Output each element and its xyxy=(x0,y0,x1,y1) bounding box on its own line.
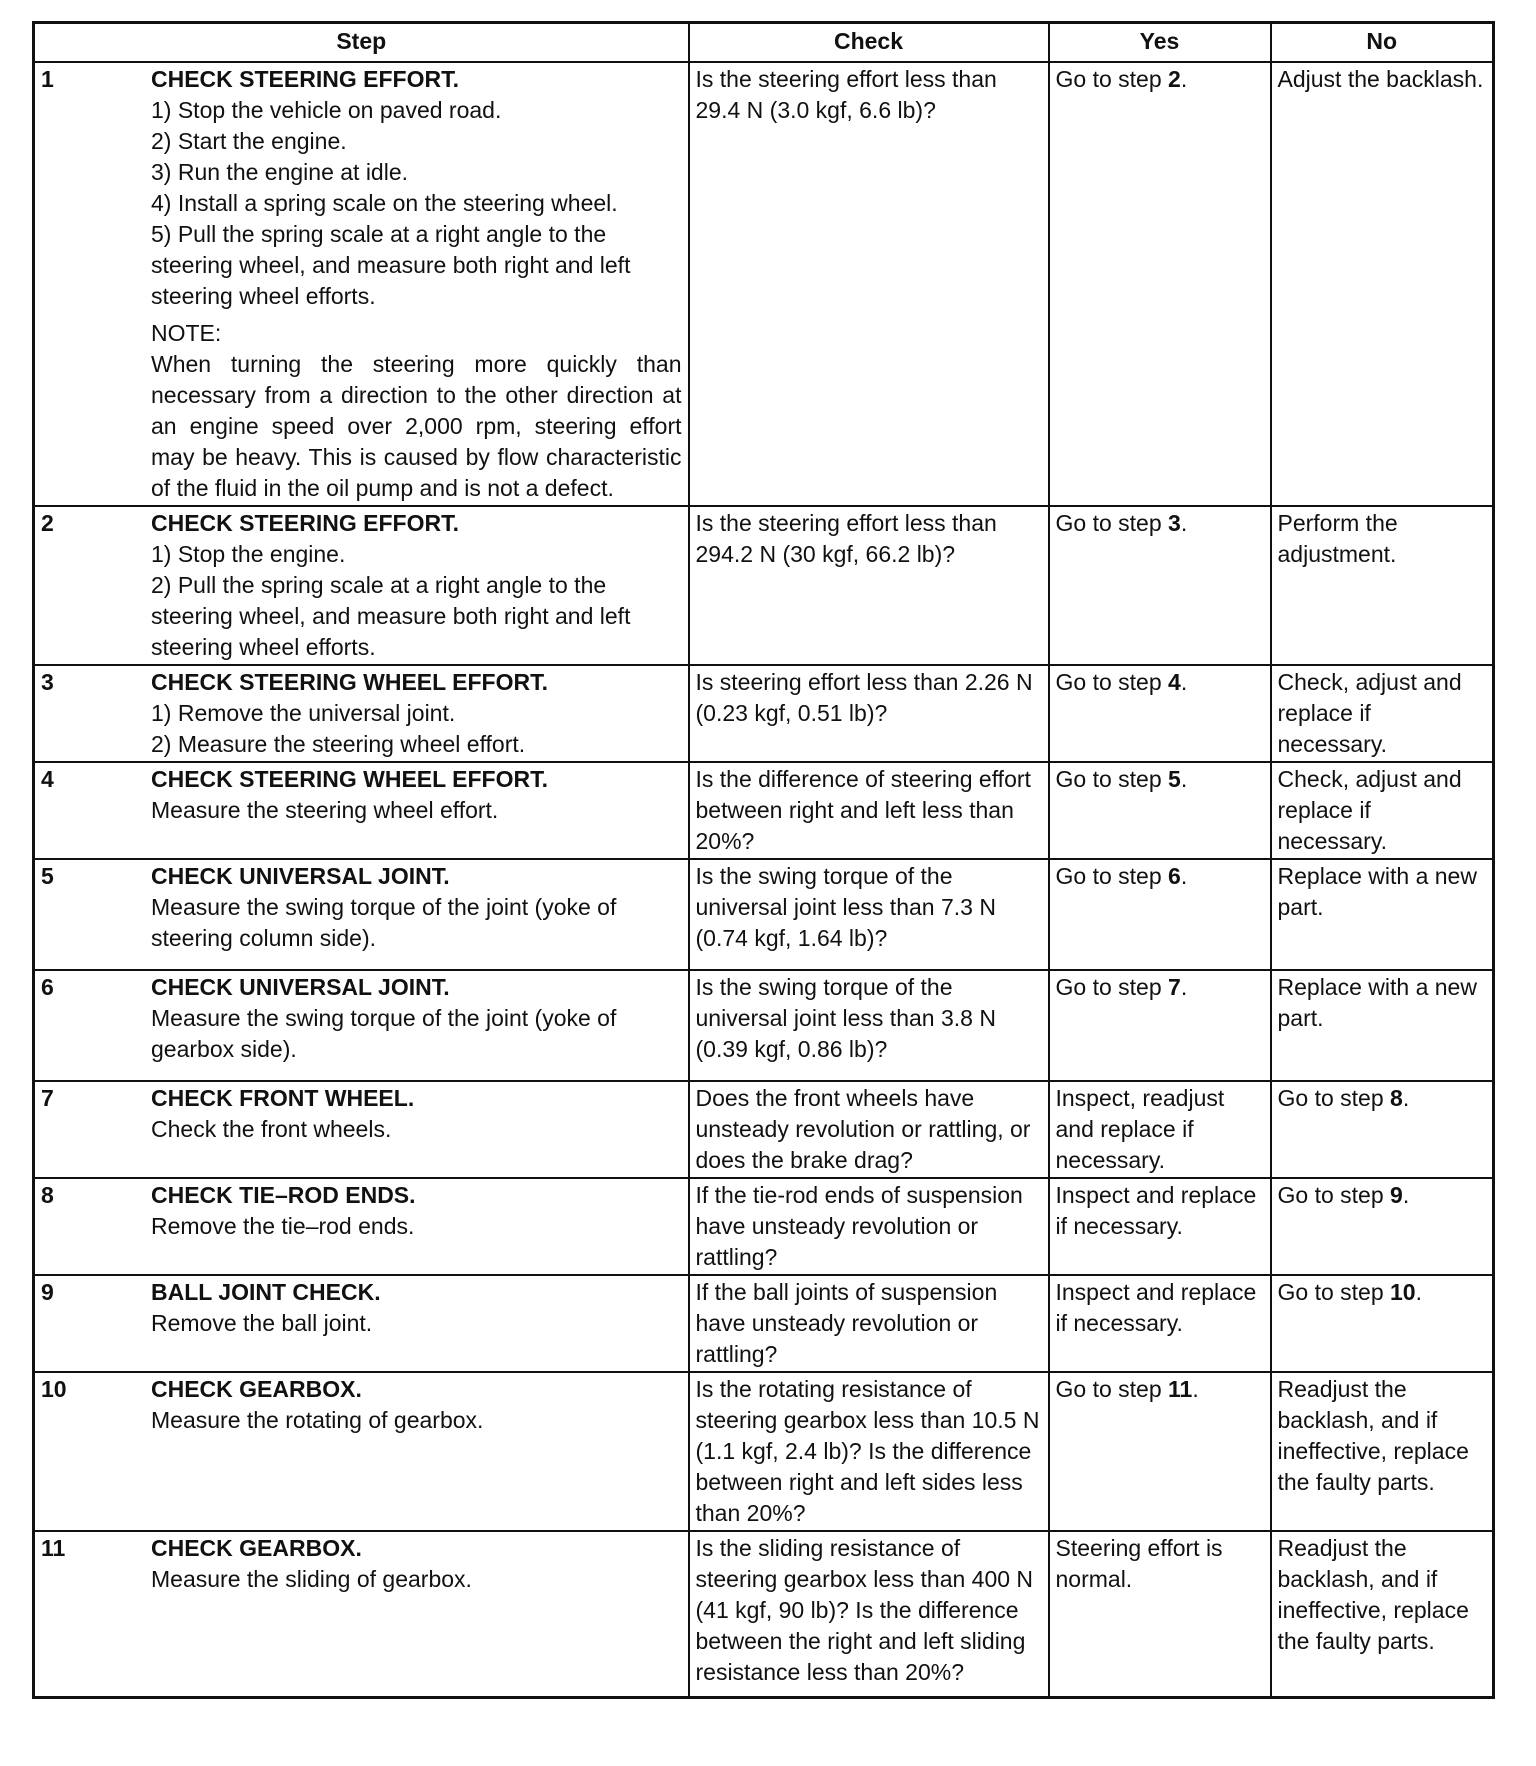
no-cell xyxy=(1271,1081,1494,1178)
no-cell xyxy=(1271,970,1494,1081)
table-row xyxy=(34,1372,1494,1531)
header-no: No xyxy=(1271,23,1494,63)
no-text: Go to step xyxy=(1277,1085,1391,1111)
yes-text: Go to step xyxy=(1055,766,1169,792)
step-instruction: Check the front wheels. xyxy=(151,1116,392,1142)
no-step-ref: 8 xyxy=(1390,1085,1403,1111)
header-check: Check xyxy=(689,23,1049,63)
yes-text-end: . xyxy=(1180,863,1188,889)
step-title: CHECK GEARBOX. xyxy=(151,1535,362,1561)
step-title: CHECK TIE–ROD ENDS. xyxy=(151,1182,416,1208)
yes-step-ref: 2 xyxy=(1168,66,1181,92)
step-number: 9 xyxy=(41,1279,54,1305)
no-text: Check, adjust and replace if necessary. xyxy=(1277,669,1462,757)
no-cell xyxy=(1271,1531,1494,1697)
no-text: Readjust the backlash, and if ineffective, replace the faulty parts. xyxy=(1277,1535,1469,1654)
table-row xyxy=(34,762,1494,859)
check-cell: If the tie-rod ends of suspension have unsteady revolution or rattling? xyxy=(689,1178,1049,1275)
step-instruction: Measure the sliding of gearbox. xyxy=(151,1566,472,1592)
yes-text: Inspect and replace if necessary. xyxy=(1055,1279,1257,1336)
table-row xyxy=(34,62,1494,506)
step-instruction: 2) Start the engine. xyxy=(151,128,347,154)
table-row xyxy=(34,1531,1494,1697)
yes-cell xyxy=(1049,506,1271,665)
no-text: Replace with a new part. xyxy=(1277,863,1477,920)
header-step: Step xyxy=(34,23,689,63)
table-row xyxy=(34,970,1494,1081)
no-text-end: . xyxy=(1415,1279,1422,1305)
step-instruction: Measure the steering wheel effort. xyxy=(151,797,499,823)
step-number: 1 xyxy=(41,66,54,92)
step-title: CHECK STEERING WHEEL EFFORT. xyxy=(151,669,548,695)
step-number: 10 xyxy=(41,1376,67,1402)
check-cell: Is steering effort less than 2.26 N (0.23 kgf, 0.51 lb)? xyxy=(689,665,1049,762)
step-instruction: 4) Install a spring scale on the steering wheel. xyxy=(151,190,618,216)
no-text: Go to step xyxy=(1277,1279,1391,1305)
check-cell: Is the difference of steering effort between right and left less than 20%? xyxy=(689,762,1049,859)
step-cell xyxy=(34,1081,689,1178)
no-step-ref: 10 xyxy=(1390,1279,1416,1305)
no-text: Go to step xyxy=(1277,1182,1391,1208)
yes-text: Inspect, readjust and replace if necessary. xyxy=(1055,1085,1225,1173)
step-title: CHECK STEERING WHEEL EFFORT. xyxy=(151,766,548,792)
check-cell: If the ball joints of suspension have unsteady revolution or rattling? xyxy=(689,1275,1049,1372)
step-instruction: Remove the tie–rod ends. xyxy=(151,1213,415,1239)
check-cell: Is the steering effort less than 29.4 N (3.0 kgf, 6.6 lb)? xyxy=(689,62,1049,506)
yes-text-end: . xyxy=(1180,974,1188,1000)
yes-text-end: . xyxy=(1180,66,1188,92)
step-instruction: 2) Pull the spring scale at a right angle to the steering wheel, and measure both right and left steering wheel efforts. xyxy=(151,572,631,660)
no-cell xyxy=(1271,506,1494,665)
check-cell: Is the steering effort less than 294.2 N (30 kgf, 66.2 lb)? xyxy=(689,506,1049,665)
table-row xyxy=(34,859,1494,970)
check-cell: Is the rotating resistance of steering gearbox less than 10.5 N (1.1 kgf, 2.4 lb)? Is the difference between right and left sides less than 20%? xyxy=(689,1372,1049,1531)
header-row xyxy=(34,23,1494,63)
step-cell xyxy=(34,1178,689,1275)
step-number: 5 xyxy=(41,863,54,889)
check-cell: Is the sliding resistance of steering gearbox less than 400 N (41 kgf, 90 lb)? Is the difference between the right and left sliding resistance less than 20%? xyxy=(689,1531,1049,1697)
yes-text-end: . xyxy=(1180,766,1188,792)
check-cell: Is the swing torque of the universal joint less than 7.3 N (0.74 kgf, 1.64 lb)? xyxy=(689,859,1049,970)
yes-cell xyxy=(1049,970,1271,1081)
yes-step-ref: 6 xyxy=(1168,863,1181,889)
step-title: CHECK UNIVERSAL JOINT. xyxy=(151,974,450,1000)
yes-text: Go to step xyxy=(1055,510,1169,536)
yes-text: Go to step xyxy=(1055,1376,1169,1402)
diagnostic-table xyxy=(32,21,1495,1699)
step-cell xyxy=(34,506,689,665)
yes-cell xyxy=(1049,1372,1271,1531)
table-row xyxy=(34,1081,1494,1178)
no-text: Check, adjust and replace if necessary. xyxy=(1277,766,1462,854)
table-row xyxy=(34,1275,1494,1372)
step-cell xyxy=(34,1372,689,1531)
step-instruction: 1) Stop the engine. xyxy=(151,541,346,567)
yes-text-end: . xyxy=(1192,1376,1199,1402)
yes-cell xyxy=(1049,859,1271,970)
no-cell xyxy=(1271,859,1494,970)
step-cell xyxy=(34,859,689,970)
step-instruction: Measure the rotating of gearbox. xyxy=(151,1407,484,1433)
check-cell: Is the swing torque of the universal joint less than 3.8 N (0.39 kgf, 0.86 lb)? xyxy=(689,970,1049,1081)
step-title: CHECK FRONT WHEEL. xyxy=(151,1085,415,1111)
table-row xyxy=(34,506,1494,665)
step-instruction: 1) Stop the vehicle on paved road. xyxy=(151,97,502,123)
no-cell xyxy=(1271,1178,1494,1275)
yes-text-end: . xyxy=(1180,510,1188,536)
no-cell xyxy=(1271,1275,1494,1372)
step-cell xyxy=(34,1275,689,1372)
header-yes: Yes xyxy=(1049,23,1271,63)
step-cell xyxy=(34,62,689,506)
step-title: BALL JOINT CHECK. xyxy=(151,1279,381,1305)
note-text: When turning the steering more quickly than necessary from a direction to the other direction at an engine speed over 2,000 rpm, steering effort may be heavy. This is caused by flow characteristic of the fluid in the oil pump and is not a defect. xyxy=(151,351,682,501)
yes-step-ref: 7 xyxy=(1168,974,1181,1000)
yes-text: Steering effort is normal. xyxy=(1055,1535,1223,1592)
yes-step-ref: 11 xyxy=(1168,1376,1193,1402)
no-cell xyxy=(1271,762,1494,859)
yes-cell xyxy=(1049,1178,1271,1275)
step-cell xyxy=(34,665,689,762)
yes-cell xyxy=(1049,762,1271,859)
no-text: Readjust the backlash, and if ineffective, replace the faulty parts. xyxy=(1277,1376,1469,1495)
yes-cell xyxy=(1049,1081,1271,1178)
no-text-end: . xyxy=(1402,1085,1410,1111)
yes-text: Go to step xyxy=(1055,66,1169,92)
step-cell xyxy=(34,762,689,859)
no-cell xyxy=(1271,665,1494,762)
no-text: Replace with a new part. xyxy=(1277,974,1477,1031)
step-instruction: 1) Remove the universal joint. xyxy=(151,700,456,726)
yes-cell xyxy=(1049,62,1271,506)
yes-text: Inspect and replace if necessary. xyxy=(1055,1182,1257,1239)
yes-step-ref: 4 xyxy=(1168,669,1181,695)
step-number: 3 xyxy=(41,669,54,695)
step-title: CHECK GEARBOX. xyxy=(151,1376,362,1402)
table-row xyxy=(34,665,1494,762)
step-instruction: Remove the ball joint. xyxy=(151,1310,373,1336)
diagnostic-sheet xyxy=(32,21,1492,1699)
step-title: CHECK STEERING EFFORT. xyxy=(151,66,459,92)
note-label: NOTE: xyxy=(151,320,222,346)
check-cell: Does the front wheels have unsteady revolution or rattling, or does the brake drag? xyxy=(689,1081,1049,1178)
step-number: 8 xyxy=(41,1182,54,1208)
step-title: CHECK STEERING EFFORT. xyxy=(151,510,459,536)
no-step-ref: 9 xyxy=(1390,1182,1403,1208)
table-row xyxy=(34,1178,1494,1275)
step-number: 6 xyxy=(41,974,54,1000)
no-text-end: . xyxy=(1402,1182,1410,1208)
step-instruction: 5) Pull the spring scale at a right angle to the steering wheel, and measure both right and left steering wheel efforts. xyxy=(151,221,631,309)
step-title: CHECK UNIVERSAL JOINT. xyxy=(151,863,450,889)
yes-text: Go to step xyxy=(1055,974,1169,1000)
step-cell xyxy=(34,1531,689,1697)
yes-cell xyxy=(1049,1275,1271,1372)
no-cell xyxy=(1271,1372,1494,1531)
yes-text: Go to step xyxy=(1055,669,1169,695)
yes-cell xyxy=(1049,1531,1271,1697)
no-text: Perform the adjustment. xyxy=(1277,510,1398,567)
step-cell xyxy=(34,970,689,1081)
step-instruction: 3) Run the engine at idle. xyxy=(151,159,409,185)
no-cell xyxy=(1271,62,1494,506)
step-number: 7 xyxy=(41,1085,54,1111)
step-instruction: 2) Measure the steering wheel effort. xyxy=(151,731,526,757)
step-instruction: Measure the swing torque of the joint (yoke of gearbox side). xyxy=(151,1005,617,1062)
step-number: 2 xyxy=(41,510,54,536)
no-text: Adjust the backlash. xyxy=(1277,66,1484,92)
step-instruction: Measure the swing torque of the joint (yoke of steering column side). xyxy=(151,894,617,951)
yes-step-ref: 5 xyxy=(1168,766,1181,792)
yes-step-ref: 3 xyxy=(1168,510,1181,536)
yes-cell xyxy=(1049,665,1271,762)
yes-text: Go to step xyxy=(1055,863,1169,889)
step-number: 11 xyxy=(41,1535,66,1561)
step-number: 4 xyxy=(41,766,54,792)
yes-text-end: . xyxy=(1180,669,1188,695)
